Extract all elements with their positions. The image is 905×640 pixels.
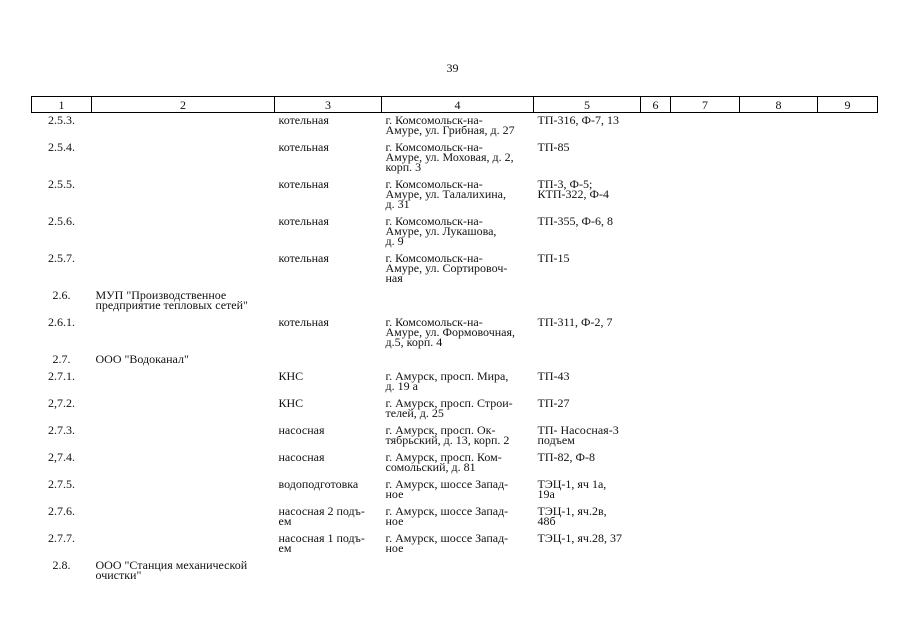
- power-source: [534, 558, 641, 585]
- facility-type: водоподготовка: [278, 477, 359, 491]
- organization-name: [92, 477, 275, 504]
- power-source: ТЭЦ-1, яч 1а, 19а: [537, 477, 607, 501]
- column-6-value: [641, 369, 671, 396]
- column-8-value: [740, 214, 818, 251]
- facility-type: котельная: [278, 113, 329, 127]
- row-number: 2.6.1.: [48, 315, 75, 329]
- column-9-value: [818, 251, 878, 288]
- column-7-value: [671, 352, 740, 369]
- organization-name: МУП "Производственное предприятие тепловых сетей": [95, 288, 248, 312]
- column-7-value: [671, 140, 740, 177]
- column-header: 8: [740, 97, 818, 113]
- column-8-value: [740, 423, 818, 450]
- facility-type: котельная: [278, 214, 329, 228]
- facility-type: котельная: [278, 251, 329, 265]
- column-7-value: [671, 477, 740, 504]
- column-8-value: [740, 140, 818, 177]
- column-8-value: [740, 113, 818, 141]
- power-source: ТЭЦ-1, яч.2в, 48б: [537, 504, 607, 528]
- row-number: 2.5.3.: [48, 113, 75, 127]
- power-source: ТП-43: [537, 369, 570, 383]
- column-9-value: [818, 477, 878, 504]
- column-6-value: [641, 315, 671, 352]
- power-source: ТП- Насосная-3 подъем: [537, 423, 619, 447]
- column-8-value: [740, 369, 818, 396]
- column-6-value: [641, 352, 671, 369]
- column-6-value: [641, 450, 671, 477]
- power-source: [534, 352, 641, 369]
- column-9-value: [818, 531, 878, 558]
- column-header: 7: [671, 97, 740, 113]
- column-9-value: [818, 140, 878, 177]
- column-6-value: [641, 558, 671, 585]
- column-9-value: [818, 177, 878, 214]
- organization-name: [92, 113, 275, 141]
- row-number: 2.8.: [52, 558, 71, 572]
- table-row: [32, 251, 878, 288]
- row-number: 2.5.4.: [48, 140, 75, 154]
- row-number: 2.5.5.: [48, 177, 75, 191]
- organization-name: [92, 315, 275, 352]
- column-header: 5: [534, 97, 641, 113]
- column-6-value: [641, 140, 671, 177]
- organization-name: [92, 450, 275, 477]
- facility-type: насосная 2 подъ- ем: [278, 504, 365, 528]
- facility-address: г. Амурск, просп. Мира, д. 19 а: [385, 369, 509, 393]
- facility-address: г. Амурск, просп. Ком- сомольский, д. 81: [385, 450, 502, 474]
- facility-address: [382, 558, 534, 585]
- column-6-value: [641, 531, 671, 558]
- power-source: ТП-311, Ф-2, 7: [537, 315, 613, 329]
- facility-type: [275, 288, 382, 315]
- facility-type: [275, 558, 382, 585]
- column-9-value: [818, 396, 878, 423]
- table-row: [32, 113, 878, 141]
- facility-type: котельная: [278, 140, 329, 154]
- column-9-value: [818, 450, 878, 477]
- facility-address: [382, 352, 534, 369]
- column-9-value: [818, 369, 878, 396]
- column-9-value: [818, 315, 878, 352]
- column-7-value: [671, 214, 740, 251]
- row-number: 2.7.3.: [48, 423, 75, 437]
- column-8-value: [740, 251, 818, 288]
- column-8-value: [740, 177, 818, 214]
- column-7-value: [671, 113, 740, 141]
- column-7-value: [671, 450, 740, 477]
- column-8-value: [740, 288, 818, 315]
- organization-name: [92, 531, 275, 558]
- column-6-value: [641, 113, 671, 141]
- table-row: [32, 477, 878, 504]
- row-number: 2,7.4.: [48, 450, 75, 464]
- column-7-value: [671, 288, 740, 315]
- column-9-value: [818, 288, 878, 315]
- row-number: 2.7.: [52, 352, 71, 366]
- organization-name: [92, 423, 275, 450]
- table-row: [32, 450, 878, 477]
- power-source: [534, 288, 641, 315]
- table-row: [32, 352, 878, 369]
- column-8-value: [740, 477, 818, 504]
- organization-name: [92, 396, 275, 423]
- column-9-value: [818, 113, 878, 141]
- column-7-value: [671, 558, 740, 585]
- column-9-value: [818, 352, 878, 369]
- facility-address: г. Амурск, просп. Строи- телей, д. 25: [385, 396, 513, 420]
- table-row: [32, 504, 878, 531]
- column-8-value: [740, 504, 818, 531]
- column-8-value: [740, 396, 818, 423]
- row-number: 2,7.2.: [48, 396, 75, 410]
- column-6-value: [641, 423, 671, 450]
- column-6-value: [641, 177, 671, 214]
- power-source: ТП-316, Ф-7, 13: [537, 113, 619, 127]
- table-row: [32, 558, 878, 585]
- facility-type: насосная: [278, 450, 325, 464]
- row-number: 2.7.5.: [48, 477, 75, 491]
- column-header: 2: [92, 97, 275, 113]
- column-header: 9: [818, 97, 878, 113]
- organization-name: [92, 251, 275, 288]
- facilities-table: [31, 96, 878, 585]
- facility-address: г. Комсомольск-на- Амуре, ул. Сортировоч- ная: [385, 251, 508, 285]
- column-9-value: [818, 214, 878, 251]
- organization-name: ООО "Станция механической очистки": [95, 558, 248, 582]
- facility-address: г. Комсомольск-на- Амуре, ул. Формовочная, д.5, корп. 4: [385, 315, 516, 349]
- column-9-value: [818, 558, 878, 585]
- column-6-value: [641, 214, 671, 251]
- power-source: ТП-355, Ф-6, 8: [537, 214, 613, 228]
- table-row: [32, 140, 878, 177]
- column-header: 6: [641, 97, 671, 113]
- column-7-value: [671, 531, 740, 558]
- column-8-value: [740, 352, 818, 369]
- column-9-value: [818, 423, 878, 450]
- table-row: [32, 177, 878, 214]
- table-row: [32, 423, 878, 450]
- facility-address: г. Амурск, просп. Ок- тябрьский, д. 13, корп. 2: [385, 423, 510, 447]
- facility-type: насосная 1 подъ- ем: [278, 531, 365, 555]
- facility-address: г. Комсомольск-на- Амуре, ул. Моховая, д. 2, корп. 3: [385, 140, 514, 174]
- column-7-value: [671, 369, 740, 396]
- table-row: [32, 315, 878, 352]
- table-row: [32, 214, 878, 251]
- power-source: ТП-85: [537, 140, 570, 154]
- table-row: [32, 369, 878, 396]
- column-6-value: [641, 396, 671, 423]
- column-7-value: [671, 423, 740, 450]
- facility-address: г. Амурск, шоссе Запад- ное: [385, 504, 509, 528]
- column-7-value: [671, 177, 740, 214]
- column-8-value: [740, 450, 818, 477]
- power-source: ТП-3, Ф-5; КТП-322, Ф-4: [537, 177, 609, 201]
- power-source: ТП-15: [537, 251, 570, 265]
- row-number: 2.6.: [52, 288, 71, 302]
- column-9-value: [818, 504, 878, 531]
- facility-type: котельная: [278, 177, 329, 191]
- facility-type: насосная: [278, 423, 325, 437]
- organization-name: [92, 140, 275, 177]
- column-7-value: [671, 315, 740, 352]
- table-row: [32, 531, 878, 558]
- column-8-value: [740, 315, 818, 352]
- page-number: 39: [446, 61, 459, 75]
- facility-type: КНС: [278, 396, 304, 410]
- facility-type: КНС: [278, 369, 304, 383]
- facility-address: г. Комсомольск-на- Амуре, ул. Лукашова, д. 9: [385, 214, 497, 248]
- organization-name: [92, 214, 275, 251]
- row-number: 2.7.6.: [48, 504, 75, 518]
- organization-name: [92, 369, 275, 396]
- column-header: 1: [32, 97, 92, 113]
- column-6-value: [641, 251, 671, 288]
- column-header: 3: [275, 97, 382, 113]
- facility-type: котельная: [278, 315, 329, 329]
- column-6-value: [641, 288, 671, 315]
- table-row: [32, 288, 878, 315]
- facility-address: г. Комсомольск-на- Амуре, ул. Талалихина, д. 31: [385, 177, 507, 211]
- table-body: [32, 113, 878, 586]
- column-7-value: [671, 504, 740, 531]
- facility-address: [382, 288, 534, 315]
- row-number: 2.5.6.: [48, 214, 75, 228]
- facility-address: г. Амурск, шоссе Запад- ное: [385, 477, 509, 501]
- facility-type: [275, 352, 382, 369]
- column-7-value: [671, 396, 740, 423]
- row-number: 2.7.1.: [48, 369, 75, 383]
- column-number-row: [32, 97, 878, 113]
- organization-name: ООО "Водоканал": [95, 352, 189, 366]
- row-number: 2.7.7.: [48, 531, 75, 545]
- column-7-value: [671, 251, 740, 288]
- column-6-value: [641, 504, 671, 531]
- organization-name: [92, 504, 275, 531]
- facility-address: г. Амурск, шоссе Запад- ное: [385, 531, 509, 555]
- column-8-value: [740, 558, 818, 585]
- column-header: 4: [382, 97, 534, 113]
- row-number: 2.5.7.: [48, 251, 75, 265]
- power-source: ТП-27: [537, 396, 570, 410]
- column-6-value: [641, 477, 671, 504]
- power-source: ТП-82, Ф-8: [537, 450, 595, 464]
- organization-name: [92, 177, 275, 214]
- power-source: ТЭЦ-1, яч.28, 37: [537, 531, 622, 545]
- table-row: [32, 396, 878, 423]
- facility-address: г. Комсомольск-на- Амуре, ул. Грибная, д. 27: [385, 113, 515, 137]
- column-8-value: [740, 531, 818, 558]
